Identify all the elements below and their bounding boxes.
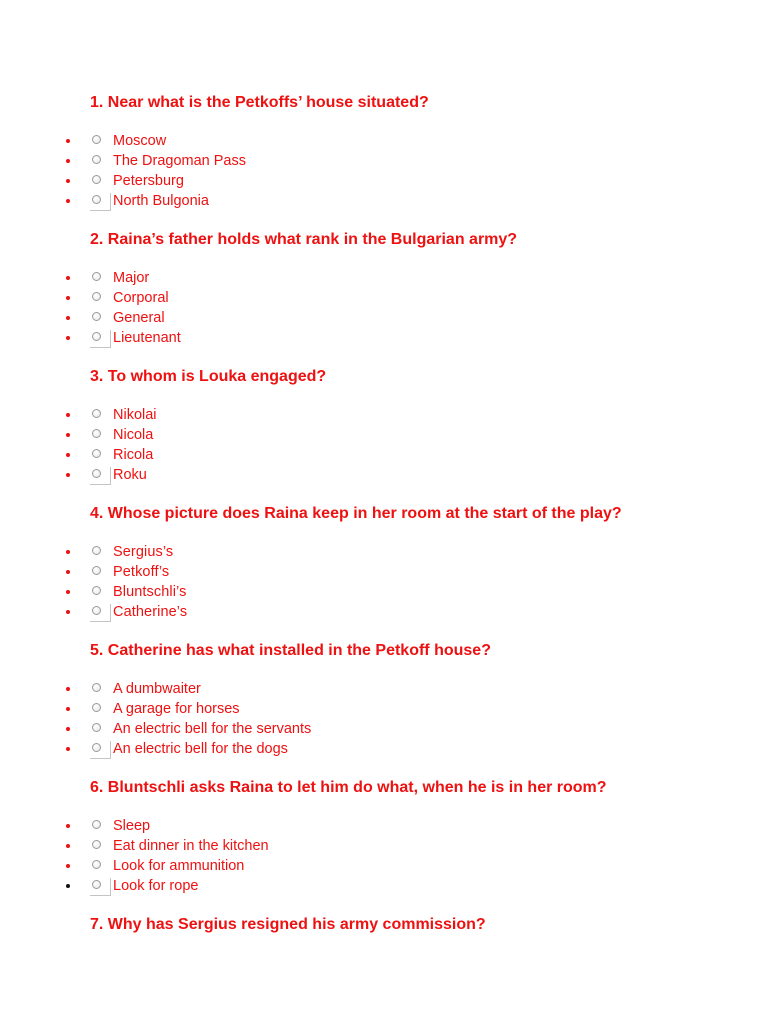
option-label[interactable]: An electric bell for the dogs xyxy=(113,741,288,757)
question-2-option-3[interactable] xyxy=(0,308,700,328)
option-label[interactable]: Petersburg xyxy=(113,173,184,189)
option-label[interactable]: Nicola xyxy=(113,427,154,443)
bullet xyxy=(66,550,70,554)
radio-button[interactable] xyxy=(92,880,101,889)
radio-button[interactable] xyxy=(92,723,101,732)
question-2-option-2[interactable] xyxy=(0,288,700,308)
bullet xyxy=(66,707,70,711)
radio-button[interactable] xyxy=(92,743,101,752)
bullet xyxy=(66,433,70,437)
question-5-option-3[interactable] xyxy=(0,719,700,739)
option-label[interactable]: Ricola xyxy=(113,447,154,463)
bullet xyxy=(66,179,70,183)
bullet xyxy=(66,296,70,300)
bullet xyxy=(66,844,70,848)
radio-button[interactable] xyxy=(92,566,101,575)
option-label[interactable]: An electric bell for the servants xyxy=(113,721,312,737)
option-label[interactable]: North Bulgonia xyxy=(113,193,209,209)
radio-button[interactable] xyxy=(92,703,101,712)
radio-button[interactable] xyxy=(92,683,101,692)
radio-button[interactable] xyxy=(92,469,101,478)
option-label[interactable]: Eat dinner in the kitchen xyxy=(113,838,269,854)
bullet xyxy=(66,159,70,163)
option-label[interactable]: Look for ammunition xyxy=(113,858,245,874)
question-2-title: 2. Raina’s father holds what rank in the Bulgarian army? xyxy=(90,231,518,248)
option-label[interactable]: Look for rope xyxy=(113,878,199,894)
bullet xyxy=(66,570,70,574)
question-4-option-3[interactable] xyxy=(0,582,700,602)
option-label[interactable]: Lieutenant xyxy=(113,330,181,346)
bullet xyxy=(66,276,70,280)
option-label[interactable]: General xyxy=(113,310,165,326)
option-label[interactable]: Sleep xyxy=(113,818,151,834)
question-5-title: 5. Catherine has what installed in the Petkoff house? xyxy=(90,642,491,659)
radio-button[interactable] xyxy=(92,195,101,204)
option-label[interactable]: Major xyxy=(113,270,150,286)
option-label[interactable]: Petkoff’s xyxy=(113,564,170,580)
question-1-option-2[interactable] xyxy=(0,151,700,171)
bullet xyxy=(66,336,70,340)
question-1-option-4[interactable] xyxy=(0,191,700,211)
question-6-option-2[interactable] xyxy=(0,836,700,856)
question-4-option-4[interactable] xyxy=(0,602,700,622)
radio-button[interactable] xyxy=(92,820,101,829)
question-5-option-4[interactable] xyxy=(0,739,700,759)
bullet xyxy=(66,727,70,731)
bullet xyxy=(66,473,70,477)
radio-button[interactable] xyxy=(92,546,101,555)
bullet xyxy=(66,747,70,751)
radio-button[interactable] xyxy=(92,409,101,418)
option-label[interactable]: A dumbwaiter xyxy=(113,681,201,697)
question-4-option-1[interactable] xyxy=(0,542,700,562)
bullet xyxy=(66,316,70,320)
option-label[interactable]: Sergius’s xyxy=(113,544,174,560)
question-3-option-3[interactable] xyxy=(0,445,700,465)
question-6-option-4[interactable] xyxy=(0,876,700,896)
question-4-title: 4. Whose picture does Raina keep in her room at the start of the play? xyxy=(90,505,622,522)
question-2-option-4[interactable] xyxy=(0,328,700,348)
question-3-option-2[interactable] xyxy=(0,425,700,445)
radio-button[interactable] xyxy=(92,155,101,164)
bullet xyxy=(66,687,70,691)
question-2-option-1[interactable] xyxy=(0,268,700,288)
option-label[interactable]: The Dragoman Pass xyxy=(113,153,246,169)
radio-button[interactable] xyxy=(92,586,101,595)
option-label[interactable]: Bluntschli’s xyxy=(113,584,187,600)
question-1-option-3[interactable] xyxy=(0,171,700,191)
question-3-option-4[interactable] xyxy=(0,465,700,485)
option-label[interactable]: Moscow xyxy=(113,133,167,149)
question-1-option-1[interactable] xyxy=(0,131,700,151)
question-6-option-1[interactable] xyxy=(0,816,700,836)
option-label[interactable]: A garage for horses xyxy=(113,701,240,717)
radio-button[interactable] xyxy=(92,135,101,144)
question-5-option-2[interactable] xyxy=(0,699,700,719)
question-5-option-1[interactable] xyxy=(0,679,700,699)
question-6-option-3[interactable] xyxy=(0,856,700,876)
question-7-title: 7. Why has Sergius resigned his army commission? xyxy=(90,916,486,933)
bullet xyxy=(66,864,70,868)
radio-button[interactable] xyxy=(92,175,101,184)
radio-button[interactable] xyxy=(92,606,101,615)
radio-button[interactable] xyxy=(92,272,101,281)
question-4-option-2[interactable] xyxy=(0,562,700,582)
radio-button[interactable] xyxy=(92,292,101,301)
bullet xyxy=(66,453,70,457)
bullet xyxy=(66,199,70,203)
question-3-title: 3. To whom is Louka engaged? xyxy=(90,368,327,385)
bullet xyxy=(66,413,70,417)
bullet xyxy=(66,139,70,143)
radio-button[interactable] xyxy=(92,312,101,321)
bullet xyxy=(66,610,70,614)
radio-button[interactable] xyxy=(92,332,101,341)
radio-button[interactable] xyxy=(92,860,101,869)
radio-button[interactable] xyxy=(92,840,101,849)
bullet xyxy=(66,824,70,828)
option-label[interactable]: Corporal xyxy=(113,290,169,306)
question-1-title: 1. Near what is the Petkoffs’ house situated? xyxy=(90,94,429,111)
question-3-option-1[interactable] xyxy=(0,405,700,425)
radio-button[interactable] xyxy=(92,429,101,438)
option-label[interactable]: Roku xyxy=(113,467,147,483)
radio-button[interactable] xyxy=(92,449,101,458)
option-label[interactable]: Catherine’s xyxy=(113,604,188,620)
bullet xyxy=(66,590,70,594)
option-label[interactable]: Nikolai xyxy=(113,407,157,423)
question-6-title: 6. Bluntschli asks Raina to let him do what, when he is in her room? xyxy=(90,779,607,796)
bullet xyxy=(66,884,70,888)
